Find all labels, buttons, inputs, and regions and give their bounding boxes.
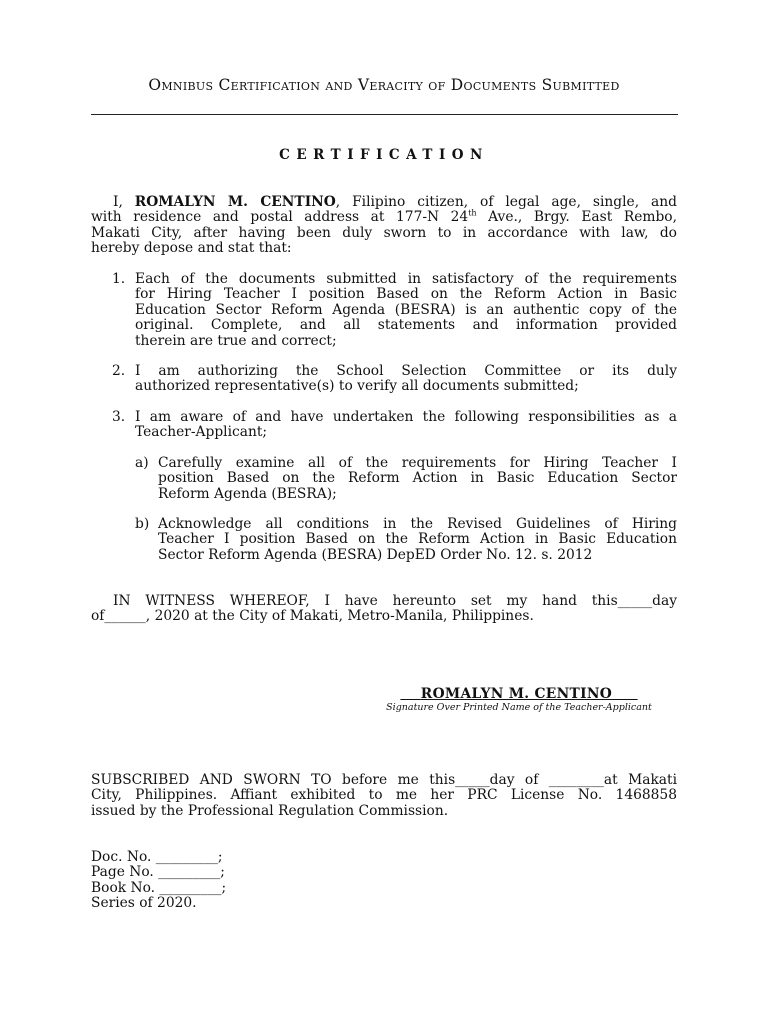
applicant-name: ROMALYN M. CENTINO	[134, 194, 336, 210]
intro-line-3: Makati City, after having been duly sworn to in accordance with law, do	[91, 224, 677, 241]
list-item: I am aware of and have undertaken the following responsibilities as a Teacher-Applicant;	[135, 409, 677, 441]
signature-caption: Signature Over Printed Name of the Teacher-Applicant	[386, 702, 652, 713]
sublist-item-marker: a)	[135, 455, 149, 471]
intro-line-1: I, ROMALYN M. CENTINO, Filipino citizen, of legal age, single, and	[113, 194, 677, 210]
intro-line-4: hereby depose and stat that:	[91, 240, 292, 257]
sublist-item: Acknowledge all conditions in the Revised Guidelines of Hiring Teacher I position Based on the Reform Action in Basic Education Sector Reform Agenda (BESRA) DepED Order No. 12. s. 2012	[158, 516, 677, 563]
subscribed-paragraph: SUBSCRIBED AND SWORN TO before me this_____day of ________at Makati City, Philippines. Affiant exhibited to me her PRC License No. 1468858 issued by the Professional Regulation Commission.	[91, 772, 677, 819]
witness-paragraph: IN WITNESS WHEREOF, I have hereunto set my hand this_____day of______, 2020 at the City of Makati, Metro-Manila, Philippines.	[91, 593, 677, 625]
sublist-item-marker: b)	[135, 516, 150, 532]
list-item-marker: 1.	[112, 271, 126, 287]
list-item-marker: 2.	[112, 363, 126, 379]
title-divider	[91, 114, 678, 115]
series-year: Series of 2020.	[91, 895, 197, 912]
signature-name: ROMALYN M. CENTINO	[420, 686, 613, 702]
page-number: Page No. _________;	[91, 864, 225, 881]
sublist-item: Carefully examine all of the requirements for Hiring Teacher I position Based on the Reform Action in Basic Education Sector Reform Agenda (BESRA);	[158, 455, 677, 502]
list-item: Each of the documents submitted in satisfactory of the requirements for Hiring Teacher I position Based on the Reform Action in Basic Education Sector Reform Agenda (BESRA) is an authentic copy of the original. Complete, and all statements and information provided therein are true and correct;	[135, 271, 677, 349]
certification-heading: CERTIFICATION	[279, 147, 489, 163]
intro-paragraph	[91, 195, 677, 257]
intro-line-2: with residence and postal address at 177-N 24th Ave., Brgy. East Rembo,	[91, 208, 677, 226]
doc-number: Doc. No. _________;	[91, 849, 223, 865]
list-item: I am authorizing the School Selection Committee or its duly authorized representative(s) to verify all documents submitted;	[135, 363, 677, 395]
book-number: Book No. _________;	[91, 879, 227, 896]
list-item-marker: 3.	[112, 409, 126, 425]
notary-block	[91, 850, 226, 912]
document-title: Omnibus Certification and Veracity of Documents Submitted	[148, 76, 620, 94]
